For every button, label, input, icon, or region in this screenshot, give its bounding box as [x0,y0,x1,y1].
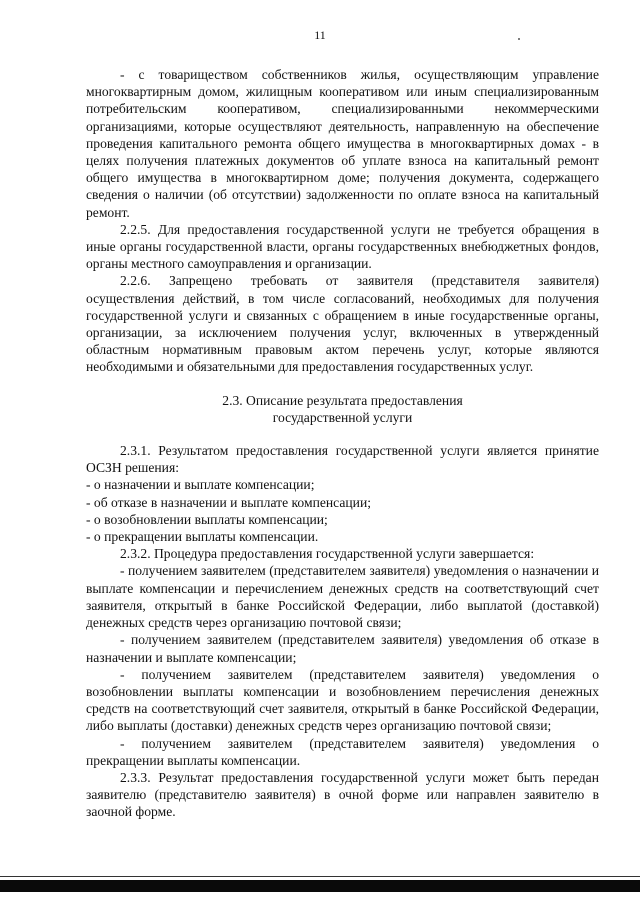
paragraph-2-3-1: 2.3.1. Результатом предоставления государственной услуги является принятие ОСЗН решения: [86,443,599,476]
decision-item-terminate: - о прекращении выплаты компенсации. [86,529,319,545]
decision-item-assign: - о назначении и выплате компенсации; [86,477,315,493]
outcome-item-assign: - получением заявителем (представителем заявителя) уведомления о назначении и выплате компенсации и перечислением денежных средств на соответствующий счет заявителя, открытый в банке Российской Федерации, либо выплатой (доставкой) денежных средств через организацию почтовой связи; [86,563,599,631]
page-number: 11 [314,28,326,42]
paragraph-capital-repair: - с товариществом собственников жилья, осуществляющим управление многоквартирным домом, жилищным кооперативом или иным специализированным потребительским кооперативом, специализированными некоммерческими организациями, которые осуществляют деятельность, направленную на обеспечение проведения капитального ремонта общего имущества в многоквартирных домах - в целях получения платежных документов об уплате взноса на капитальный ремонт общего имущества в многоквартирном доме; получения документа, содержащего сведения о наличии (об отсутствии) задолженности по оплате взноса на капитальный ремонт. [86,67,599,220]
paragraph-2-2-6: 2.2.6. Запрещено требовать от заявителя (представителя заявителя) осуществления действий, в том числе согласований, необходимых для получения государственной услуги и связанных с обращением в иные государственные органы, организации, за исключением получения услуг, включенных в утвержденный областным нормативным правовым актом перечень услуг, которые являются необходимыми и обязательными для предоставления государственных услуг. [86,273,599,375]
paragraph-2-2-5: 2.2.5. Для предоставления государственной услуги не требуется обращения в иные органы государственной власти, органы государственных внебюджетных фондов, органы местного самоуправления и организации. [86,221,599,272]
scan-edge-bar [0,880,640,892]
outcome-item-terminate: - получением заявителем (представителем заявителя) уведомления о прекращении выплаты компенсации. [86,735,599,768]
paragraph-2-3-3: 2.3.3. Результат предоставления государственной услуги может быть передан заявителю (представителю заявителя) в очной форме или направлен заявителю в заочной форме. [86,769,599,820]
outcome-item-refuse: - получением заявителем (представителем заявителя) уведомления об отказе в назначении и выплате компенсации; [86,632,599,665]
decision-item-refuse: - об отказе в назначении и выплате компенсации; [86,494,371,510]
scan-artifact-dot [518,38,520,40]
document-body [86,66,599,821]
paragraph-2-3-2: 2.3.2. Процедура предоставления государственной услуги завершается: [120,546,535,562]
heading-line-1: 2.3. Описание результата предоставления [222,392,463,408]
heading-line-2: государственной услуги [272,409,413,425]
section-heading-2-3 [86,392,599,426]
outcome-item-resume: - получением заявителем (представителем заявителя) уведомления о возобновлении выплаты компенсации и возобновлением перечисления денежных средств на соответствующий счет заявителя, открытый в банке Российской Федерации, либо выплаты (доставки) денежных средств через организацию почтовой связи; [86,666,599,734]
decision-item-resume: - о возобновлении выплаты компенсации; [86,511,328,527]
scan-edge-line [0,876,640,877]
